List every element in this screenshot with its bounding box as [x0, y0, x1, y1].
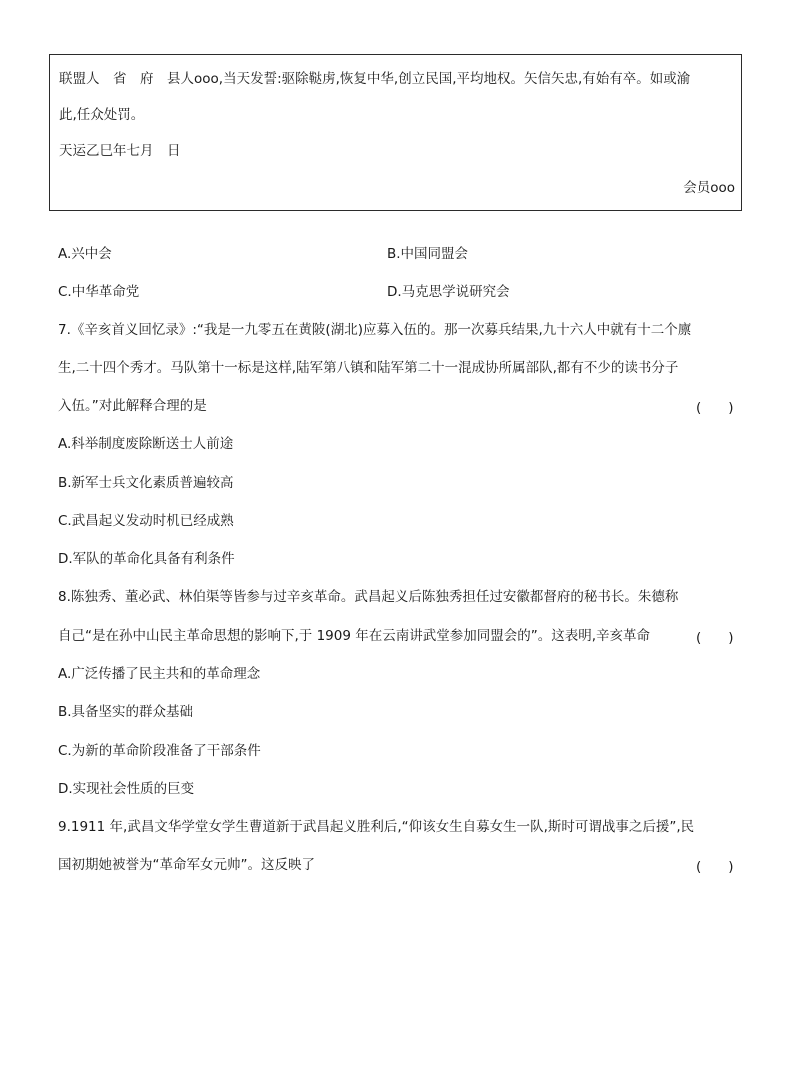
q8-option-c[interactable]: C.为新的革命阶段准备了干部条件	[58, 743, 261, 759]
q8-option-d[interactable]: D.实现社会性质的巨变	[58, 781, 195, 797]
q7-option-a[interactable]: A.科举制度废除断送士人前途	[58, 436, 234, 452]
q8-stem-line-1: 8.陈独秀、董必武、林伯渠等皆参与过辛亥革命。武昌起义后陈独秀担任过安徽都督府的秘书长。朱德称	[58, 589, 679, 605]
q9-stem-line-2: 国初期她被誉为“革命军女元帅”。这反映了	[58, 857, 315, 873]
oath-quote-box	[49, 54, 742, 211]
q9-answer-blank[interactable]: ( )	[696, 859, 734, 875]
q8-option-a[interactable]: A.广泛传播了民主共和的革命理念	[58, 666, 261, 682]
q6-option-a[interactable]: A.兴中会	[58, 246, 112, 262]
q7-stem-line-1: 7.《辛亥首义回忆录》:“我是一九零五在黄陂(湖北)应募入伍的。那一次募兵结果,九十六人中就有十二个廪	[58, 322, 692, 338]
q7-option-c[interactable]: C.武昌起义发动时机已经成熟	[58, 513, 234, 529]
q7-answer-blank[interactable]: ( )	[696, 400, 734, 416]
q7-option-b[interactable]: B.新军士兵文化素质普遍较高	[58, 475, 234, 491]
q7-stem-line-2: 生,二十四个秀才。马队第十一标是这样,陆军第八镇和陆军第二十一混成协所属部队,都有不少的读书分子	[58, 360, 679, 376]
q7-stem-line-3: 入伍。”对此解释合理的是	[58, 398, 207, 414]
q6-option-d[interactable]: D.马克思学说研究会	[387, 284, 510, 300]
oath-date: 天运乙巳年七月 日	[59, 143, 181, 159]
oath-text-line-1: 联盟人 省 府 县人ooo,当天发誓:驱除鞑虏,恢复中华,创立民国,平均地权。矢信矢忠,有始有卒。如或渝	[59, 71, 691, 87]
q9-stem-line-1: 9.1911 年,武昌文华学堂女学生曹道新于武昌起义胜利后,“仰该女生自募女生一队,斯时可谓战事之后援”,民	[58, 819, 695, 835]
q7-option-d[interactable]: D.军队的革命化具备有利条件	[58, 551, 235, 567]
q6-option-c[interactable]: C.中华革命党	[58, 284, 140, 300]
q8-answer-blank[interactable]: ( )	[696, 630, 734, 646]
q6-option-b[interactable]: B.中国同盟会	[387, 246, 469, 262]
oath-text-line-2: 此,任众处罚。	[59, 107, 145, 123]
q8-stem-line-2: 自己“是在孙中山民主革命思想的影响下,于 1909 年在云南讲武堂参加同盟会的”。这表明,辛亥革命	[58, 628, 651, 644]
q8-option-b[interactable]: B.具备坚实的群众基础	[58, 704, 194, 720]
oath-signature: 会员ooo	[683, 180, 735, 196]
